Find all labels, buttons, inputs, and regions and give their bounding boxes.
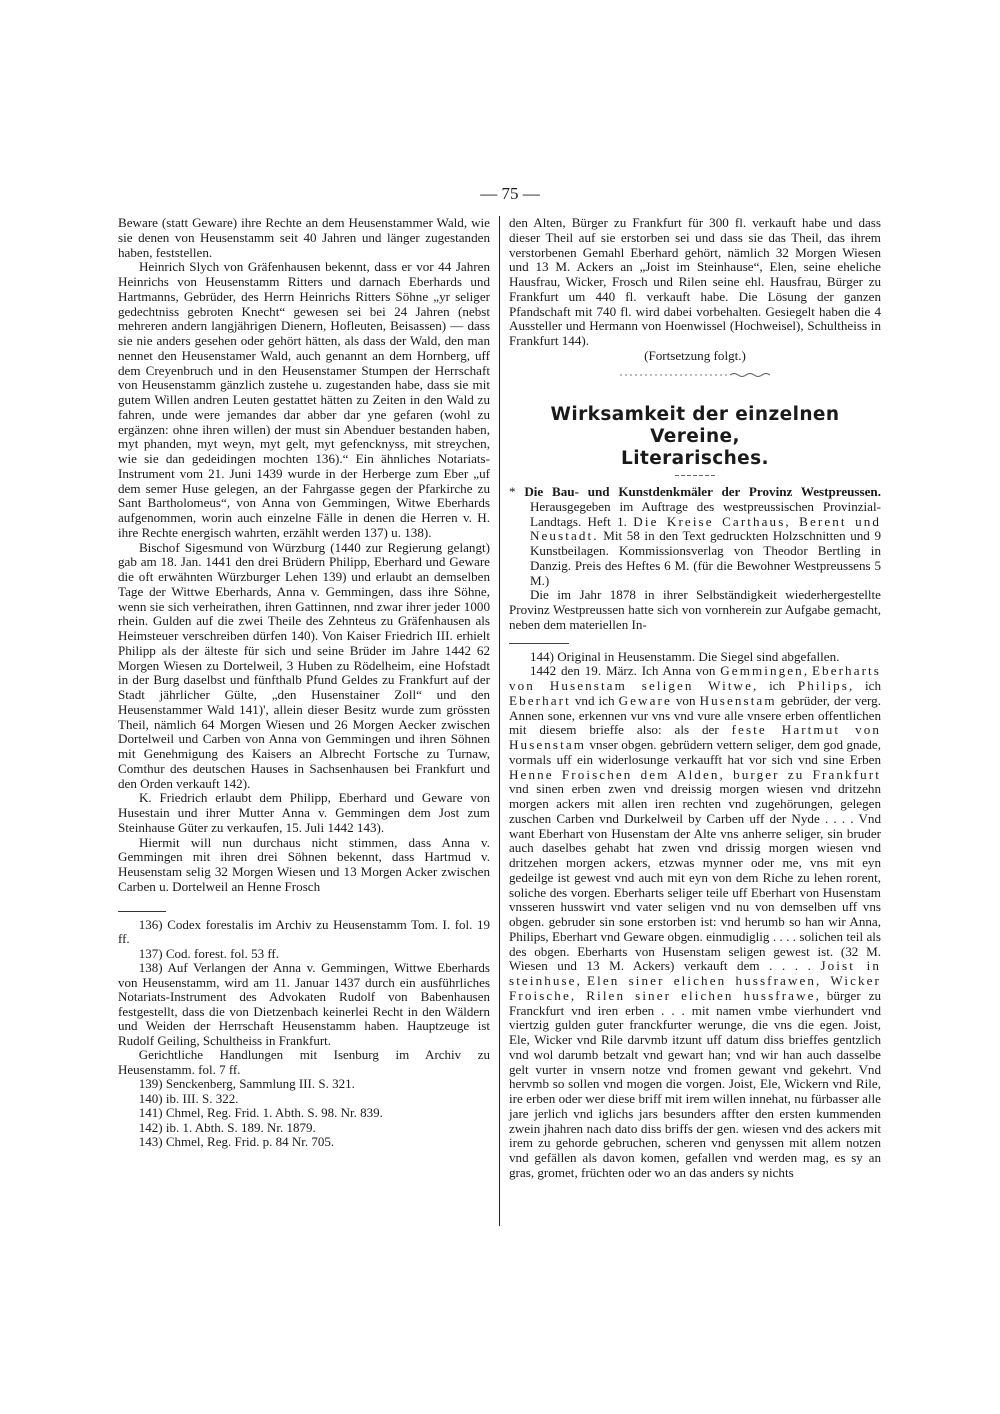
section-heading-line: Literarisches. xyxy=(621,448,769,470)
text-run: , ich xyxy=(753,678,798,693)
footnote-rule xyxy=(118,911,166,912)
review-details: Mit 58 in den Text gedruckten Holzschnitten und 9 Kunstbeilagen. Kommissionsverlag von Theodor Bertling in Danzig. Preis des Heftes 6 M. (für die Bewohner Westpreussens 5 M.) xyxy=(529,528,881,588)
footnote: 138) Auf Verlangen der Anna v. Gemmingen, Wittwe Eberhards von Heusenstamm, wird am 11. Januar 1437 durch ein ausführliches Notariats-Instrument des Advokaten Rudolf von Babenhausen festgestellt, dass die von Dietzenbach keinerlei Recht in den Wäldern und Weiden der Herrschaft Heusenstamm haben. Hauptzeuge ist Rudolf Geiling, Schultheiss in Frankfurt. xyxy=(118,960,490,1048)
spaced-text: Elen siner elichen hussfrawen, Wicker Froische, Rilen siner elichen hussfrawe xyxy=(509,973,881,1003)
right-column xyxy=(509,216,881,1181)
paragraph: den Alten, Bürger zu Frankfurt für 300 fl. verkauft habe und dass dieser Theil auf sie erstorben sei und dass sie das Theil, das ihrem verstorbenen Gemahl Eberhard gehört, nämlich 32 Morgen Wiesen und 13 M. Ackers an „Joist im Steinhause“, Elen, seine eheliche Hausfrau, Wicker, Frosch und Rilen seine ehl. Hausfrau, Bürger zu Frankfurt um 440 fl. verkauft habe. Die Lösung der ganzen Pfandschaft mit 740 fl. wird dabei vorbehalten. Gesiegelt haben die 4 Aussteller und Hermann von Hoenwissel (Hochweisel), Schultheiss in Frankfurt 144). xyxy=(509,215,881,348)
dash-ornament-icon xyxy=(675,473,715,478)
spaced-text: Eberharts von Husenstam seligen Witwe xyxy=(509,663,881,693)
spaced-text: Joist in steinhuse xyxy=(509,958,881,988)
spaced-text: Geware xyxy=(618,692,672,708)
footnote: 140) ib. III. S. 322. xyxy=(138,1090,239,1106)
review-marker: * xyxy=(509,484,516,499)
paragraph: K. Friedrich erlaubt dem Philipp, Eberhard und Geware von Husestain und ihrer Mutter Anna v. Gemmingen dem Jost zum Steinhause Güter zu verkaufen, 15. Juli 1442 143). xyxy=(118,790,490,835)
spaced-text: Gemmingen xyxy=(720,663,804,679)
footnotes xyxy=(118,918,490,1150)
footnote: 136) Codex forestalis im Archiv zu Heusenstamm Tom. I. fol. 19 ff. xyxy=(118,916,490,946)
footnote: 144) Original in Heusenstamm. Die Siegel sind abgefallen. xyxy=(529,648,840,664)
paragraph: Die im Jahr 1878 in ihrer Selbständigkeit wiederhergestellte Provinz Westpreussen hatte sich von vornherein zur Aufgabe gemacht, neben dem materiellen In- xyxy=(509,587,881,632)
text-run: vnser obgen. gebrüdern vettern seliger, dem god gnade, vormals uff ein widerlosunge verkaufft hat vor sich vnd sine Erben xyxy=(509,737,881,767)
text-run: von xyxy=(671,692,700,708)
paragraph: Bischof Sigesmund von Würzburg (1440 zur Regierung gelangt) gab am 18. Jan. 1441 den drei Brüdern Philipp, Eberhard und Geware die oft erwähnten Würzburger Lehen 139) und erlaubt an demselben Tage der Wittwe Eberhards, Anna v. Gemmingen, dass ihre Söhne, wenn sie sich verheirathen, ihren Gattinnen, nnd zwar ihrer jeder 1000 rhein. Gulden auf die zwei Theile des Zehnteus zu Gräfenhausen als Heimsteuer verschreiben dürfen 140). Von Kaiser Friedrich III. erhielt Philipp als der älteste für sich und seine Brüder im Jahre 1442 62 Morgen Wiesen zu Dortelweil, 3 Huben zu Rödelheim, eine Hofstadt in der Burg daselbst und fünfthalb Pfund Geldes zu Frankfurt auf der Stadt jährlicher Gülte, „den Husenstainer Zoll“ und den Heusenstammer Wald 141)', allein dieser Besitz wurde zum grössten Theil, nämlich 64 Morgen Wiesen und 26 Morgen Aecker zwischen Dortelweil und Carben von Anna von Gemmingen und ihren Söhnen mit Genehmigung des Kaisers an Albrecht Fortsche zu Turnaw, Comthur des deutschen Hauses in Sachsenhausen bei Frankfurt und den Orden verkauft 142). xyxy=(118,539,490,791)
spaced-text: Henne Froischen dem Alden, burger zu Frankfurt xyxy=(509,766,881,782)
text-run: , bürger zu Franckfurt vnd iren erben . . . mit namen vmbe vierhundert vnd viertzig gulden guter franckfurter werunge, die vns die egen. Joist, Ele, Wicker vnd Rile darvmb itzunt uff datum diss brieffes gentzlich vnd wol darumb betzalt vnd gewart han; vnd wir han auch dasselbe gelt vurter in vnsern notze vnd fromen gewant vnd gekehrt. Vnd hervmb so sollen vnd mogen die vorgen. Joist, Ele, Wickern vnd Rile, ire erben oder wer diese briff mit irem willen innehat, nu fürbasser alle jare jerlich vnd iglichs jars besunders affter den ersten kummenden zwein jhahren nach dato diss briffs der gen. wiesen vnd des ackers mit irem zu gehorde gebruchen, scheren vnd genyssen mit allem notzen vnd gefällen als davon komen, gefallen vnd werden mag, es sy an gras, gromet, früchten oder wo an das anders sy nichts xyxy=(509,987,881,1180)
review-title: Die Bau- und Kunstdenkmäler der Provinz Westpreussen. xyxy=(524,484,881,499)
review-details-spaced: Die Kreise Carthaus, Berent und Neustadt. xyxy=(529,513,882,544)
text-run: 1442 den 19. März. Ich Anna von xyxy=(529,663,721,679)
charter-text xyxy=(509,664,881,1180)
footnote: 139) Senckenberg, Sammlung III. S. 321. xyxy=(138,1076,355,1091)
footnote: 142) ib. 1. Abth. S. 189. Nr. 1879. xyxy=(138,1119,316,1135)
text-run: vnd ich xyxy=(570,692,619,708)
section-heading-line: Wirksamkeit der einzelnen Vereine, xyxy=(550,404,840,448)
text-run: gebrüder, der verg. Annen sone, erkennen vur vns vnd vure alle vnsere erben offentlichen mit diesem brieffe also: als der xyxy=(509,692,882,738)
paragraph: Beware (statt Geware) ihre Rechte an dem Heusenstammer Wald, wie sie denen von Heusenstamm seit 40 Jahren und länger zugestanden haben, feststellen. xyxy=(118,215,490,260)
paragraph: Hiermit will nun durchaus nicht stimmen, dass Anna v. Gemmingen mit ihren drei Söhnen bekennt, dass Hartmud v. Heusenstam selig 32 Morgen Wiesen und 13 Morgen Acker zwischen Carben u. Dortelweil an Henne Frosch xyxy=(118,834,490,894)
footnote-rule xyxy=(509,643,569,644)
review-details: Herausgegeben im Auftrage des westpreussischen Provinzial-Landtags. Heft 1. xyxy=(529,498,881,529)
text-run: , xyxy=(803,663,812,679)
continued-note: (Fortsetzung folgt.) xyxy=(644,347,746,363)
text-run: , xyxy=(576,973,588,988)
ornament-icon xyxy=(620,372,770,378)
footnote: 137) Cod. forest. fol. 53 ff. xyxy=(138,945,280,961)
review-entry xyxy=(509,485,881,588)
footnote: 141) Chmel, Reg. Frid. 1. Abth. S. 98. Nr. 839. xyxy=(138,1105,383,1120)
page-number: — 75 — xyxy=(480,184,540,203)
footnote: Gerichtliche Handlungen mit Isenburg im Archiv zu Heusenstamm. fol. 7 ff. xyxy=(118,1047,490,1077)
left-column xyxy=(118,216,490,1150)
paragraph: Heinrich Slych von Gräfenhausen bekennt, dass er vor 44 Jahren Heinrichs von Heusenstamm Ritters und darnach Eberhards und Hartmanns, Gebrüder, des Herrn Heinrichs Ritters Söhne „yr seliger gedechtniss gebroten Knecht“ gewesen sei bei 24 Jahren (nebst mehreren andern langjährigen Dienern, Hofleuten, Beisassen) — dass sie nie anders gesehen oder gehört hätten, als dass der Wald, den man nennet den Heusenstamer Wald, auch genannt an dem Hornberg, uff dem Creyenbruch und in den Heusenstamer Stumpen der Herrschaft von Heusenstamm gänzlich zustehe u. zugestanden habe, dass sie mit gutem Willen andren Leuten gestattet hätten zu Zeiten in den Wald zu fahren, unde were jemandes dar abber dar yne gefaren (wohl zu ergänzen: ohne ihren willen) der must sin Abenduer bestanden haben, myt phanden, myt weyn, myt gelt, myt gefencknyss, mit streychen, wie sie dan gedeidingen mochten 136).“ Ein ähnliches Notariats-Instrument vom 21. Juni 1439 wurde in der Herberge zum Eber „uf dem semer Huse gelegen, an der Fahrgasse gegen der Pfarkirche zu Sant Bartholomeus“, von Anna von Gemmingen, Witwe Eberhards aufgenommen, worin auch einzelne Fälle in denen die Herren v. H. ihre Rechte energisch wahrten, erzählt werden 137) u. 138). xyxy=(118,259,490,540)
section-heading xyxy=(509,404,881,470)
heading-divider xyxy=(509,468,881,483)
ornament-divider xyxy=(509,368,881,383)
spaced-text: Husenstam xyxy=(699,692,777,708)
column-divider xyxy=(499,216,500,1226)
spaced-text: feste Hartmut von Husenstam xyxy=(509,722,881,752)
spaced-text: Eberhart xyxy=(509,692,571,708)
footnote: 143) Chmel, Reg. Frid. p. 84 Nr. 705. xyxy=(138,1134,335,1149)
text-run: vnd sinen erben zwen vnd dreissig morgen wiesen vnd dritzehn morgen ackers mit allen iren rechten vnd zugehörungen, gelegen zuschen Carben vnd Durkelweil by Carben uff der Nyde . . . . Vnd want Eberhart von Husenstam der Alte vns anherre seliger, sin bruder auch daselbes gehabt hat zwen vnd drissig morgen wiesen vnd dritzehen morgen ackers, etzwas mynner oder me, vns mit eyn gedeilge ist gewest vnd auch mit eyn von dem Riche zu lehen rorent, soliche des vorgen. Eberharts seliger teile uff Eberhart von Husenstam vnsseren husswirt vnd vater seligen vnd nu von demselben uff vns obgen. gebruder sin sone erstorben ist: vnd herumb so han wir Anna, Philips, Eberhart vnd Geware obgen. einmudiglig . . . . solichen teil als des obgen. Eberharts von Husenstam seligen gewest ist. (32 M. Wiesen und 13 M. Ackers) verkauft dem . . . . xyxy=(509,781,881,974)
text-run: , ich xyxy=(848,678,881,693)
spaced-text: Philips xyxy=(797,678,849,693)
